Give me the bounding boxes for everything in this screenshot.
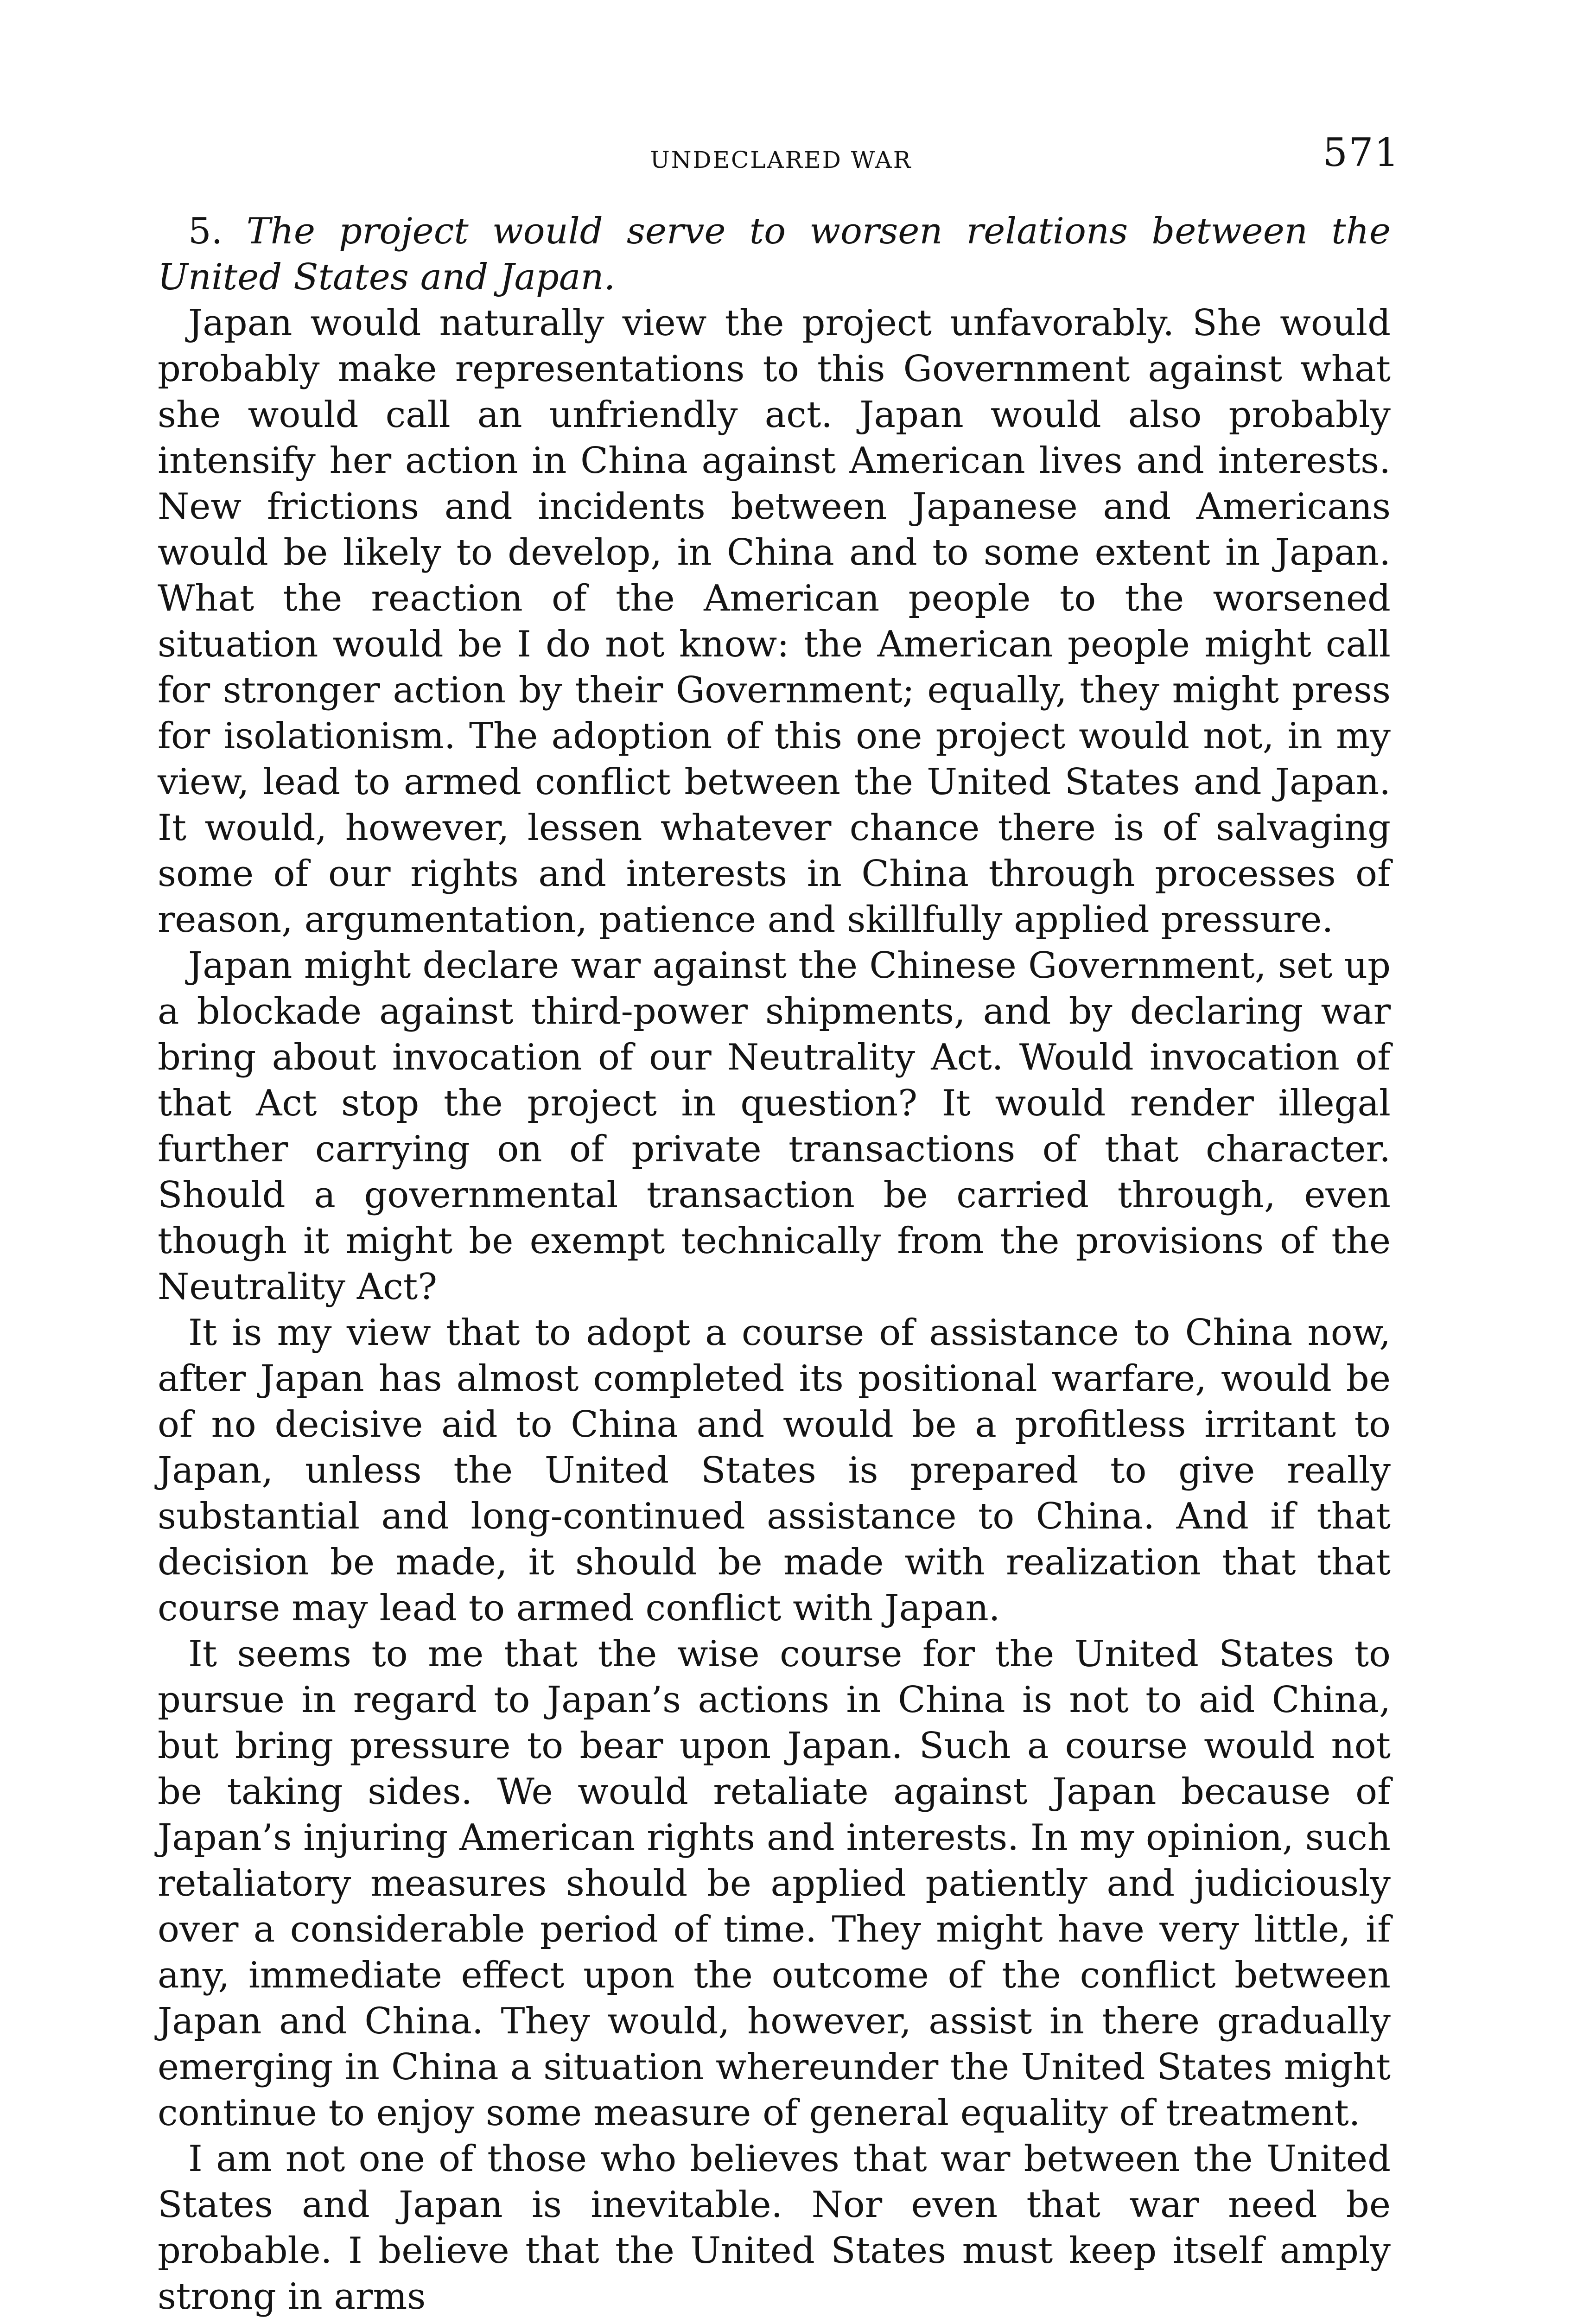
- page-number: 571: [1323, 130, 1400, 175]
- heading-text: The project would serve to worsen relations between the United States and Japan.: [158, 210, 1391, 298]
- paragraph-1: Japan would naturally view the project unfavorably. She would probably make representations to this Government against what she would call an unfriendly act. Japan would also probably intensify her action in China against American lives and interests. New frictions and incidents between Japanese and Americans would be likely to develop, in China and to some extent in Japan. What the reaction of the American people to the worsened situation would be I do not know: the American people might call for stronger action by their Government; equally, they might press for isolationism. The adoption of this one project would not, in my view, lead to armed conflict between the United States and Japan. It would, however, lessen whatever chance there is of salvaging some of our rights and interests in China through processes of reason, argumentation, patience and skillfully applied pressure.: [158, 302, 1391, 941]
- paragraph-4: It seems to me that the wise course for the United States to pursue in regard to Japan’s actions in China is not to aid China, but bring pressure to bear upon Japan. Such a course would not be taking sides. We would retaliate against Japan because of Japan’s injuring American rights and interests. In my opinion, such retaliatory measures should be applied patiently and judiciously over a considerable period of time. They might have very little, if any, immediate effect upon the outcome of the conflict between Japan and China. They would, however, assist in there gradually emerging in China a situation whereunder the United States might continue to enjoy some measure of general equality of treatment.: [158, 1633, 1391, 2134]
- paragraph-2: Japan might declare war against the Chinese Government, set up a blockade against third-power shipments, and by declaring war bring about invocation of our Neutrality Act. Would invocation of that Act stop the project in question? It would render illegal further carrying on of private transactions of that character. Should a governmental transaction be carried through, even though it might be exempt technically from the provisions of the Neutrality Act?: [158, 945, 1391, 1308]
- body-text: [158, 209, 1391, 2318]
- paragraph-5: I am not one of those who believes that war between the United States and Japan is inevitable. Nor even that war need be probable. I believe that the United States must keep itself amply strong in arms: [158, 2138, 1391, 2318]
- book-page: [158, 130, 1400, 2318]
- section-heading: [158, 209, 1391, 300]
- paragraph-3: It is my view that to adopt a course of assistance to China now, after Japan has almost completed its positional warfare, would be of no decisive aid to China and would be a profitless irritant to Japan, unless the United States is prepared to give really substantial and long-continued assistance to China. And if that decision be made, it should be made with realization that that course may lead to armed conflict with Japan.: [158, 1312, 1391, 1629]
- running-title: UNDECLARED WAR: [650, 146, 912, 173]
- heading-number: 5.: [188, 210, 223, 252]
- running-head: [158, 130, 1400, 190]
